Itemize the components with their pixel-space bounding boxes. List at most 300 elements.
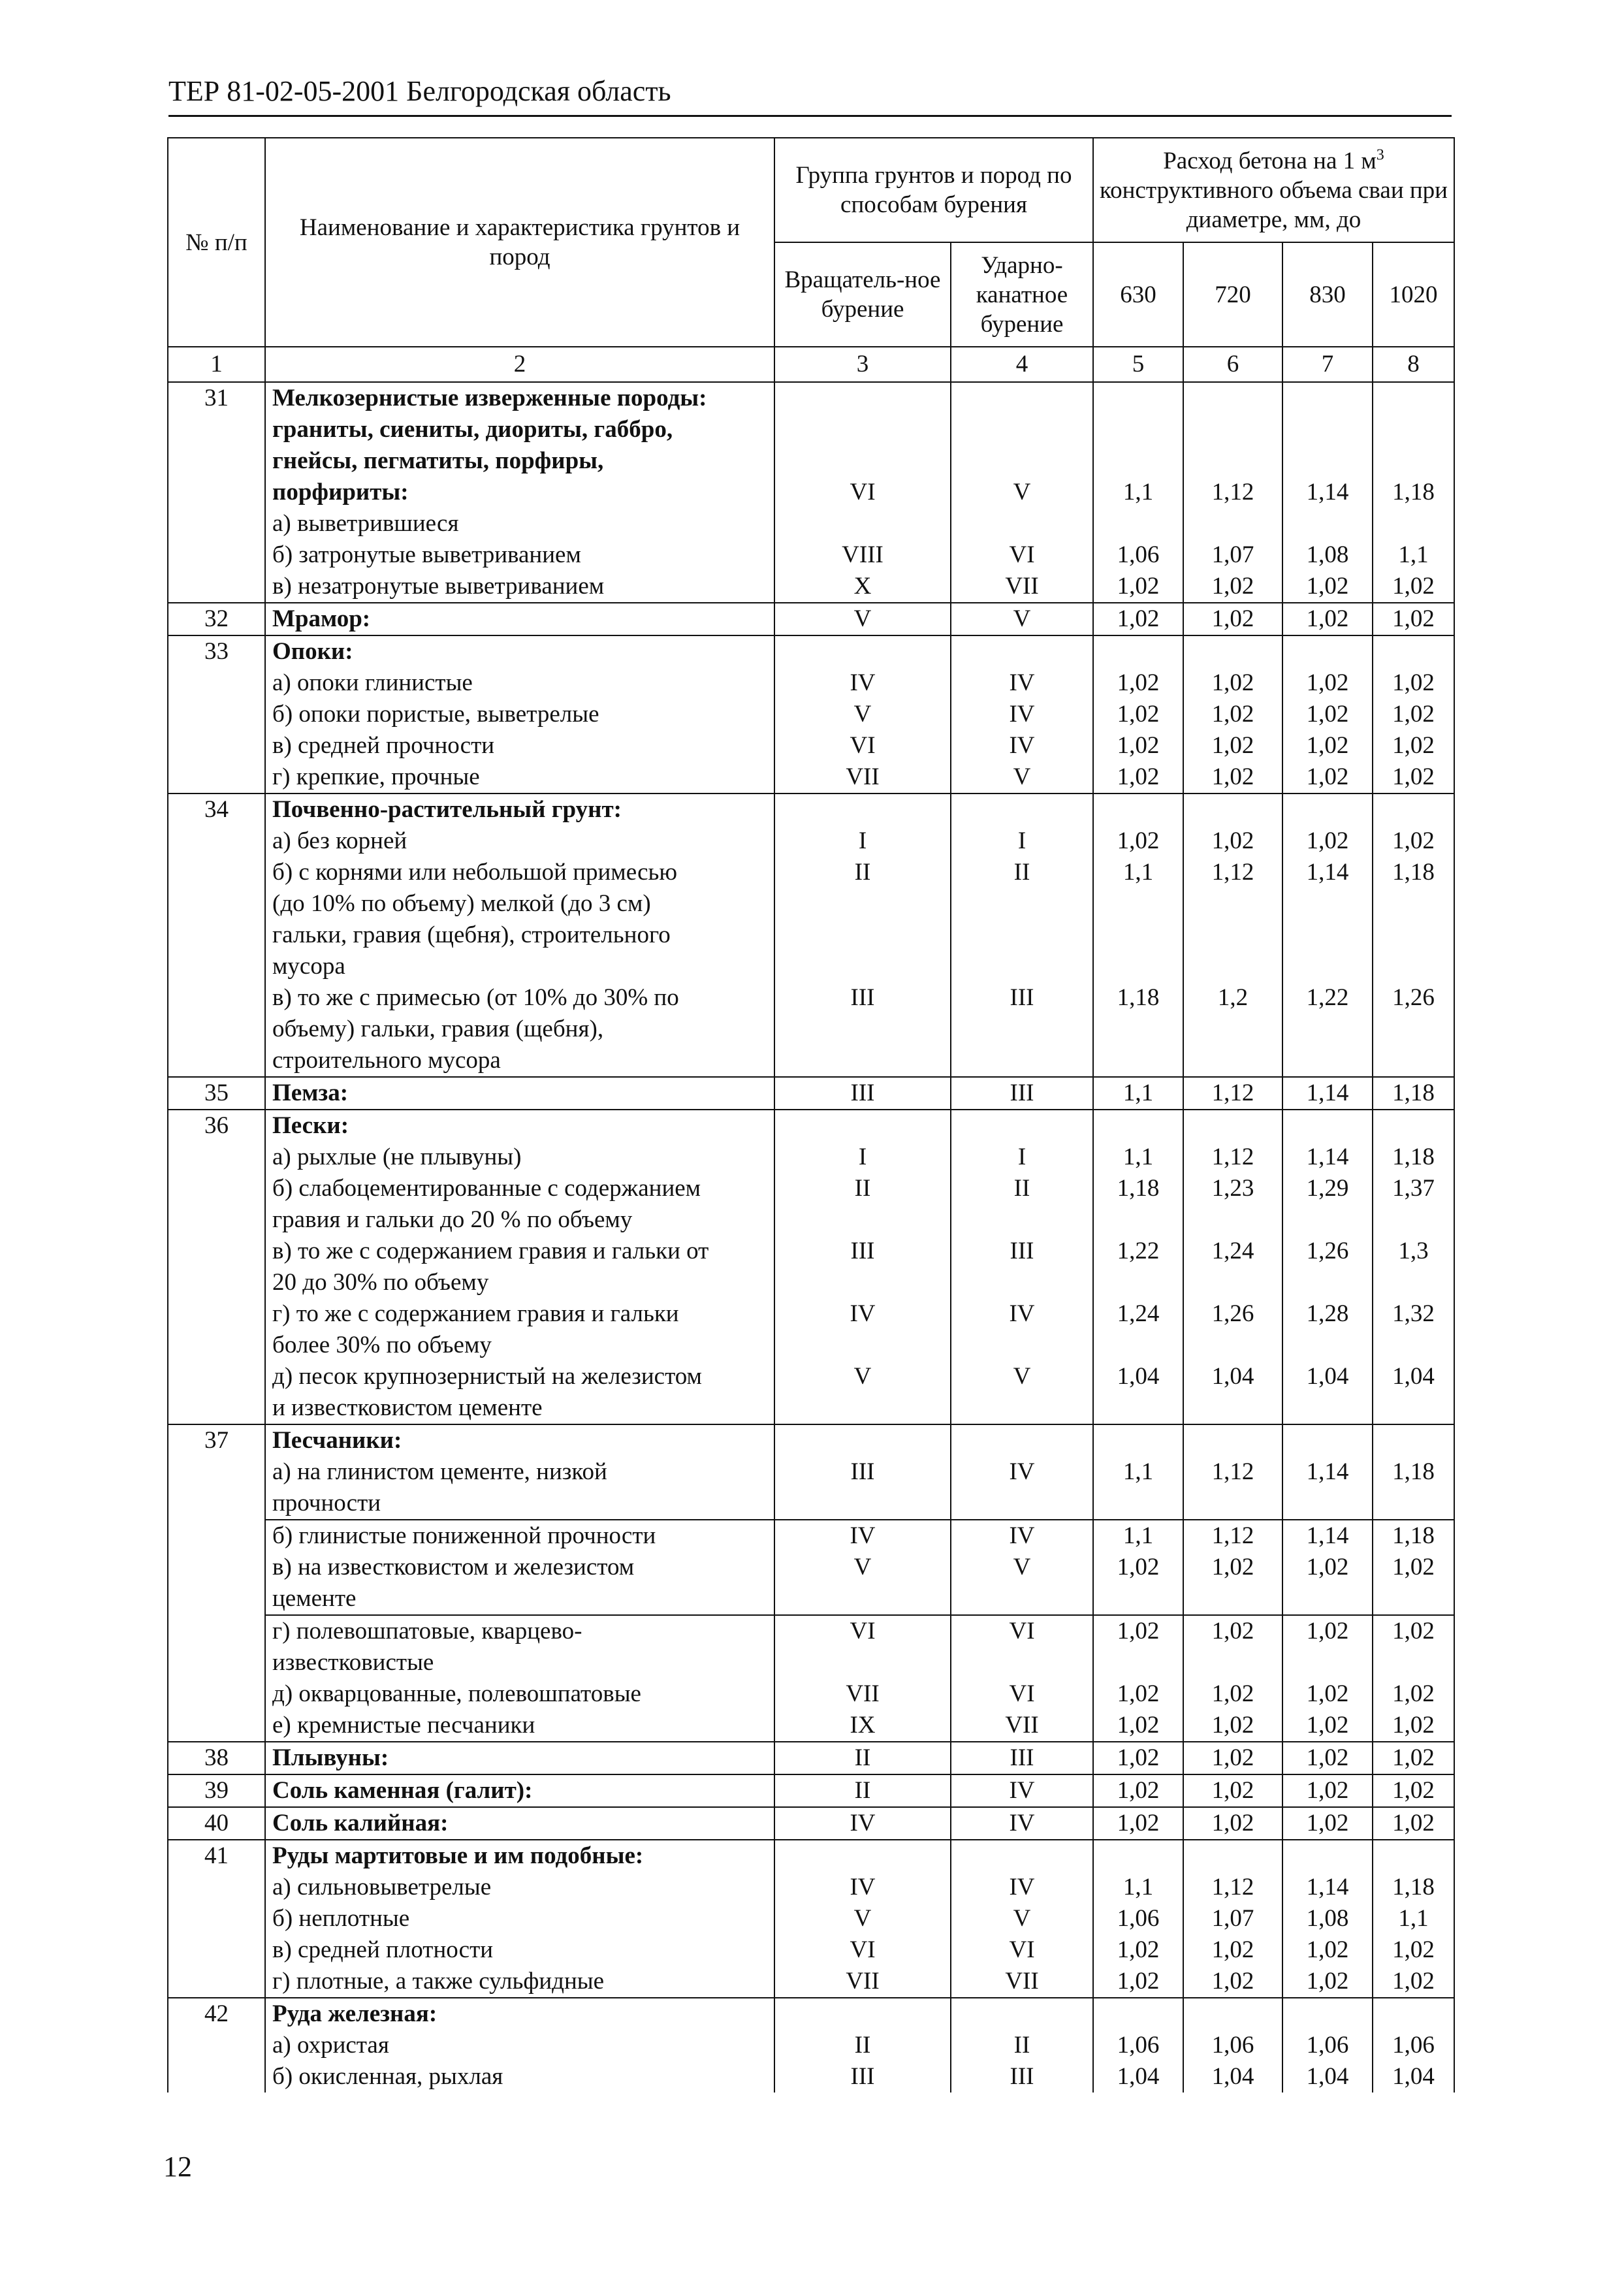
row-name: в) средней плотности	[265, 1934, 774, 1966]
rotary-group	[774, 1045, 951, 1077]
rotary-group: VII	[774, 1678, 951, 1710]
value-d720: 1,07	[1183, 539, 1282, 571]
percussion-group: IV	[951, 1456, 1093, 1488]
value-d630: 1,02	[1093, 826, 1183, 857]
value-d630: 1,02	[1093, 762, 1183, 794]
value-d1020: 1,02	[1373, 1742, 1454, 1774]
row-number	[168, 2030, 265, 2061]
value-d720	[1183, 1998, 1282, 2030]
percussion-group: VII	[951, 571, 1093, 603]
value-d720: 1,12	[1183, 1520, 1282, 1552]
rotary-group: II	[774, 2030, 951, 2061]
value-d630	[1093, 920, 1183, 951]
row-number: 35	[168, 1077, 265, 1110]
table-row	[168, 635, 1454, 667]
value-d720	[1183, 1392, 1282, 1424]
value-d1020: 1,06	[1373, 2030, 1454, 2061]
percussion-group	[951, 445, 1093, 477]
value-d1020: 1,18	[1373, 1872, 1454, 1903]
value-d630	[1093, 382, 1183, 414]
percussion-group	[951, 635, 1093, 667]
value-d1020: 1,18	[1373, 857, 1454, 888]
table-row	[168, 1583, 1454, 1615]
row-number	[168, 1552, 265, 1583]
row-number	[168, 730, 265, 762]
value-d1020: 1,02	[1373, 762, 1454, 794]
value-d830: 1,02	[1282, 1934, 1373, 1966]
rotary-group: III	[774, 982, 951, 1014]
value-d830: 1,14	[1282, 1077, 1373, 1110]
value-d830	[1282, 1998, 1373, 2030]
rotary-group	[774, 1583, 951, 1615]
value-d1020	[1373, 1204, 1454, 1236]
row-name: Песчаники:	[265, 1424, 774, 1456]
value-d830: 1,02	[1282, 826, 1373, 857]
rotary-group	[774, 920, 951, 951]
rotary-group: III	[774, 1077, 951, 1110]
page-number: 12	[163, 2151, 192, 2183]
row-name: Опоки:	[265, 635, 774, 667]
table-row	[168, 1678, 1454, 1710]
table-row	[168, 699, 1454, 730]
value-d720	[1183, 414, 1282, 445]
table-row	[168, 1903, 1454, 1934]
value-d720: 1,02	[1183, 730, 1282, 762]
value-d630	[1093, 1267, 1183, 1298]
rotary-group: IV	[774, 667, 951, 699]
rotary-group: IV	[774, 1872, 951, 1903]
row-number	[168, 982, 265, 1014]
value-d830	[1282, 1045, 1373, 1077]
row-number	[168, 1710, 265, 1742]
value-d630	[1093, 888, 1183, 920]
value-d720: 1,04	[1183, 1361, 1282, 1392]
row-name: а) без корней	[265, 826, 774, 857]
value-d720	[1183, 1647, 1282, 1678]
percussion-group	[951, 794, 1093, 826]
colnum: 4	[951, 347, 1093, 382]
value-d720: 1,02	[1183, 1552, 1282, 1583]
value-d1020: 1,26	[1373, 982, 1454, 1014]
header-name: Наименование и характеристика грунтов и пород	[265, 138, 774, 347]
value-d1020: 1,02	[1373, 1966, 1454, 1998]
value-d1020: 1,18	[1373, 477, 1454, 508]
value-d630: 1,02	[1093, 699, 1183, 730]
value-d830: 1,29	[1282, 1173, 1373, 1204]
value-d1020	[1373, 1583, 1454, 1615]
row-name: б) окисленная, рыхлая	[265, 2061, 774, 2093]
percussion-group	[951, 382, 1093, 414]
header-consumption: Расход бетона на 1 $м^3$ конструктивного объема сваи при диаметре, мм, до	[1093, 138, 1454, 242]
value-d630	[1093, 1110, 1183, 1142]
row-number	[168, 1392, 265, 1424]
table-row	[168, 1361, 1454, 1392]
value-d1020	[1373, 794, 1454, 826]
table-row	[168, 1872, 1454, 1903]
rotary-group	[774, 1488, 951, 1520]
rotary-group	[774, 414, 951, 445]
row-name: д) окварцованные, полевошпатовые	[265, 1678, 774, 1710]
rotary-group: III	[774, 1236, 951, 1267]
table-row	[168, 951, 1454, 982]
value-d630: 1,02	[1093, 1934, 1183, 1966]
table-row	[168, 1236, 1454, 1267]
value-d720: 1,02	[1183, 1678, 1282, 1710]
table-row	[168, 1045, 1454, 1077]
row-number	[168, 888, 265, 920]
value-d830: 1,06	[1282, 2030, 1373, 2061]
row-name: мусора	[265, 951, 774, 982]
value-d1020	[1373, 1014, 1454, 1045]
value-d830: 1,04	[1282, 2061, 1373, 2093]
value-d1020: 1,1	[1373, 539, 1454, 571]
row-number: 42	[168, 1998, 265, 2030]
value-d630: 1,24	[1093, 1298, 1183, 1330]
rotary-group: II	[774, 857, 951, 888]
value-d630: 1,02	[1093, 1966, 1183, 1998]
value-d630: 1,1	[1093, 477, 1183, 508]
table-row	[168, 445, 1454, 477]
value-d1020	[1373, 1330, 1454, 1361]
value-d720: 1,02	[1183, 762, 1282, 794]
row-number	[168, 762, 265, 794]
value-d630	[1093, 1204, 1183, 1236]
value-d1020: 1,02	[1373, 730, 1454, 762]
value-d830: 1,08	[1282, 539, 1373, 571]
value-d1020: 1,3	[1373, 1236, 1454, 1267]
value-d630	[1093, 1424, 1183, 1456]
value-d630: 1,02	[1093, 603, 1183, 635]
value-d1020	[1373, 1998, 1454, 2030]
header-percussion: Ударно-канатное бурение	[951, 242, 1093, 347]
percussion-group: IV	[951, 1807, 1093, 1840]
row-name: а) на глинистом цементе, низкой	[265, 1456, 774, 1488]
percussion-group	[951, 1840, 1093, 1872]
value-d1020: 1,18	[1373, 1520, 1454, 1552]
rotary-group	[774, 1110, 951, 1142]
table-row	[168, 1424, 1454, 1456]
percussion-group	[951, 1392, 1093, 1424]
value-d630: 1,06	[1093, 2030, 1183, 2061]
value-d830: 1,14	[1282, 477, 1373, 508]
rotary-group: V	[774, 1361, 951, 1392]
percussion-group	[951, 888, 1093, 920]
value-d830	[1282, 920, 1373, 951]
value-d630: 1,1	[1093, 857, 1183, 888]
value-d720: 1,06	[1183, 2030, 1282, 2061]
header-d720: 720	[1183, 242, 1282, 347]
percussion-group: IV	[951, 1298, 1093, 1330]
percussion-group	[951, 920, 1093, 951]
table-row	[168, 1330, 1454, 1361]
value-d630: 1,02	[1093, 1807, 1183, 1840]
table-row	[168, 920, 1454, 951]
value-d830: 1,02	[1282, 603, 1373, 635]
value-d830: 1,26	[1282, 1236, 1373, 1267]
table-row	[168, 826, 1454, 857]
rotary-group	[774, 888, 951, 920]
value-d1020	[1373, 1488, 1454, 1520]
row-number: 39	[168, 1774, 265, 1807]
value-d630	[1093, 1330, 1183, 1361]
table-row	[168, 794, 1454, 826]
value-d830: 1,02	[1282, 1678, 1373, 1710]
value-d1020	[1373, 1045, 1454, 1077]
row-name: б) неплотные	[265, 1903, 774, 1934]
table-row	[168, 1110, 1454, 1142]
row-name: Пемза:	[265, 1077, 774, 1110]
rotary-group: VII	[774, 1966, 951, 1998]
value-d830	[1282, 1110, 1373, 1142]
row-name: в) на известковистом и железистом	[265, 1552, 774, 1583]
value-d720: 1,02	[1183, 826, 1282, 857]
row-number: 40	[168, 1807, 265, 1840]
value-d1020: 1,02	[1373, 1678, 1454, 1710]
rotary-group: V	[774, 603, 951, 635]
value-d830: 1,02	[1282, 699, 1373, 730]
value-d830	[1282, 382, 1373, 414]
value-d830: 1,02	[1282, 571, 1373, 603]
value-d1020	[1373, 1840, 1454, 1872]
row-name: цементе	[265, 1583, 774, 1615]
table-row	[168, 730, 1454, 762]
rotary-group	[774, 508, 951, 539]
row-name: (до 10% по объему) мелкой (до 3 см)	[265, 888, 774, 920]
rotary-group: IV	[774, 1298, 951, 1330]
header-rule	[168, 115, 1452, 117]
value-d830	[1282, 1424, 1373, 1456]
percussion-group: II	[951, 857, 1093, 888]
row-number	[168, 1361, 265, 1392]
table-row	[168, 382, 1454, 414]
percussion-group: VI	[951, 1934, 1093, 1966]
rotary-group: VI	[774, 730, 951, 762]
value-d720	[1183, 951, 1282, 982]
row-number	[168, 857, 265, 888]
row-number	[168, 951, 265, 982]
row-number	[168, 1647, 265, 1678]
table-row	[168, 1142, 1454, 1173]
value-d830	[1282, 1647, 1373, 1678]
value-d630: 1,02	[1093, 1710, 1183, 1742]
value-d630: 1,18	[1093, 1173, 1183, 1204]
value-d830	[1282, 1014, 1373, 1045]
value-d830: 1,14	[1282, 1520, 1373, 1552]
table-row	[168, 1520, 1454, 1552]
row-name: г) крепкие, прочные	[265, 762, 774, 794]
value-d720: 1,02	[1183, 1615, 1282, 1647]
percussion-group: V	[951, 1903, 1093, 1934]
value-d720: 1,23	[1183, 1173, 1282, 1204]
row-number	[168, 1903, 265, 1934]
table-row	[168, 1647, 1454, 1678]
table-row	[168, 1488, 1454, 1520]
value-d1020	[1373, 1647, 1454, 1678]
value-d630: 1,06	[1093, 1903, 1183, 1934]
table-row	[168, 1615, 1454, 1647]
value-d720: 1,02	[1183, 667, 1282, 699]
row-number	[168, 1966, 265, 1998]
row-number: 32	[168, 603, 265, 635]
percussion-group: VI	[951, 539, 1093, 571]
value-d830: 1,04	[1282, 1361, 1373, 1392]
header-num: № п/п	[168, 138, 265, 347]
value-d720: 1,2	[1183, 982, 1282, 1014]
value-d830	[1282, 445, 1373, 477]
row-number	[168, 1236, 265, 1267]
value-d720	[1183, 508, 1282, 539]
value-d830: 1,08	[1282, 1903, 1373, 1934]
percussion-group: III	[951, 982, 1093, 1014]
percussion-group: VII	[951, 1966, 1093, 1998]
percussion-group: VII	[951, 1710, 1093, 1742]
table-row	[168, 1298, 1454, 1330]
row-number: 38	[168, 1742, 265, 1774]
row-number	[168, 1204, 265, 1236]
value-d720: 1,02	[1183, 1774, 1282, 1807]
value-d830	[1282, 888, 1373, 920]
value-d630	[1093, 414, 1183, 445]
row-name: а) сильновыветрелые	[265, 1872, 774, 1903]
table-row	[168, 762, 1454, 794]
value-d830	[1282, 1583, 1373, 1615]
value-d830	[1282, 951, 1373, 982]
value-d720	[1183, 1424, 1282, 1456]
row-number	[168, 667, 265, 699]
value-d720	[1183, 1330, 1282, 1361]
table-row	[168, 1014, 1454, 1045]
table-body	[168, 382, 1454, 2093]
row-number	[168, 2061, 265, 2093]
row-number	[168, 1014, 265, 1045]
value-d720: 1,04	[1183, 2061, 1282, 2093]
rotary-group: II	[774, 1173, 951, 1204]
value-d630: 1,1	[1093, 1456, 1183, 1488]
value-d720: 1,02	[1183, 1966, 1282, 1998]
table-row	[168, 414, 1454, 445]
row-number	[168, 1142, 265, 1173]
value-d1020	[1373, 920, 1454, 951]
value-d830: 1,14	[1282, 1456, 1373, 1488]
percussion-group	[951, 1045, 1093, 1077]
row-name: в) незатронутые выветриванием	[265, 571, 774, 603]
value-d630: 1,02	[1093, 1678, 1183, 1710]
row-number	[168, 571, 265, 603]
value-d630: 1,02	[1093, 1615, 1183, 1647]
row-number	[168, 1520, 265, 1552]
value-d830: 1,14	[1282, 1872, 1373, 1903]
table-row	[168, 2061, 1454, 2093]
value-d1020	[1373, 888, 1454, 920]
value-d630: 1,22	[1093, 1236, 1183, 1267]
value-d720: 1,02	[1183, 571, 1282, 603]
row-number	[168, 1934, 265, 1966]
value-d630	[1093, 951, 1183, 982]
rotary-group: VII	[774, 762, 951, 794]
header-d630: 630	[1093, 242, 1183, 347]
value-d830: 1,02	[1282, 1710, 1373, 1742]
value-d630	[1093, 508, 1183, 539]
table-row	[168, 1077, 1454, 1110]
value-d830	[1282, 1488, 1373, 1520]
value-d630	[1093, 794, 1183, 826]
percussion-group: I	[951, 826, 1093, 857]
colnum: 2	[265, 347, 774, 382]
percussion-group	[951, 414, 1093, 445]
row-name: Плывуны:	[265, 1742, 774, 1774]
rotary-group: VI	[774, 1615, 951, 1647]
row-name: граниты, сиениты, диориты, габбро,	[265, 414, 774, 445]
value-d1020: 1,02	[1373, 1615, 1454, 1647]
row-name: гнейсы, пегматиты, порфиры,	[265, 445, 774, 477]
rotary-group: V	[774, 1552, 951, 1583]
percussion-group: I	[951, 1142, 1093, 1173]
row-number	[168, 1267, 265, 1298]
value-d720: 1,12	[1183, 1872, 1282, 1903]
row-number	[168, 445, 265, 477]
row-name: порфириты:	[265, 477, 774, 508]
rotary-group	[774, 1998, 951, 2030]
percussion-group	[951, 1014, 1093, 1045]
row-name: Руды мартитовые и им подобные:	[265, 1840, 774, 1872]
value-d1020: 1,02	[1373, 826, 1454, 857]
value-d630	[1093, 1488, 1183, 1520]
header-group: Группа грунтов и пород по способам бурения	[774, 138, 1093, 242]
row-name: гравия и гальки до 20 % по объему	[265, 1204, 774, 1236]
row-name: объему) гальки, гравия (щебня),	[265, 1014, 774, 1045]
row-name: в) средней прочности	[265, 730, 774, 762]
row-number	[168, 508, 265, 539]
value-d1020	[1373, 445, 1454, 477]
row-number	[168, 1872, 265, 1903]
value-d1020	[1373, 1267, 1454, 1298]
row-number	[168, 1456, 265, 1488]
value-d830: 1,02	[1282, 1966, 1373, 1998]
row-number: 37	[168, 1424, 265, 1456]
row-name: д) песок крупнозернистый на железистом	[265, 1361, 774, 1392]
value-d830: 1,28	[1282, 1298, 1373, 1330]
percussion-group	[951, 1110, 1093, 1142]
value-d720: 1,02	[1183, 1807, 1282, 1840]
rotary-group: III	[774, 1456, 951, 1488]
value-d830: 1,02	[1282, 1807, 1373, 1840]
row-name: 20 до 30% по объему	[265, 1267, 774, 1298]
colnum: 3	[774, 347, 951, 382]
rotary-group	[774, 1267, 951, 1298]
table-row	[168, 1934, 1454, 1966]
value-d630: 1,1	[1093, 1142, 1183, 1173]
row-number	[168, 1330, 265, 1361]
rotary-group: I	[774, 1142, 951, 1173]
table-row	[168, 603, 1454, 635]
rotary-group: IV	[774, 1807, 951, 1840]
value-d630: 1,02	[1093, 730, 1183, 762]
rotary-group	[774, 1392, 951, 1424]
row-number	[168, 1298, 265, 1330]
value-d720: 1,12	[1183, 1142, 1282, 1173]
row-name: б) с корнями или небольшой примесью	[265, 857, 774, 888]
rotary-group	[774, 1330, 951, 1361]
percussion-group	[951, 1330, 1093, 1361]
value-d630: 1,1	[1093, 1872, 1183, 1903]
value-d720	[1183, 1267, 1282, 1298]
row-number	[168, 414, 265, 445]
colnum: 6	[1183, 347, 1282, 382]
row-name: строительного мусора	[265, 1045, 774, 1077]
row-name: б) глинистые пониженной прочности	[265, 1520, 774, 1552]
percussion-group: V	[951, 762, 1093, 794]
percussion-group: IV	[951, 1774, 1093, 1807]
